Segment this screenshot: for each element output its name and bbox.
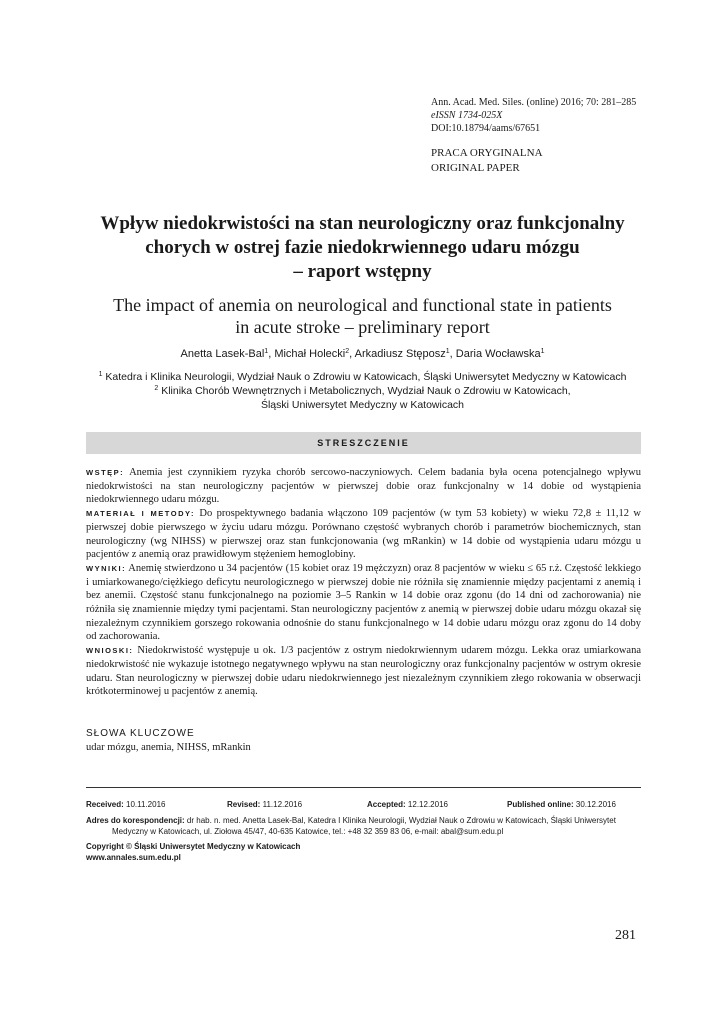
section-label: MATERIAŁ I METODY: xyxy=(86,509,195,519)
affiliations xyxy=(60,370,665,412)
keywords-heading: SŁOWA KLUCZOWE xyxy=(86,728,195,739)
author-name: Michał Holecki xyxy=(274,348,346,360)
abstract-section xyxy=(86,466,641,507)
divider xyxy=(86,787,641,788)
section-label: WYNIKI: xyxy=(86,563,127,573)
eissn: eISSN 1734-025X xyxy=(431,110,503,121)
date-label: Published online: xyxy=(507,800,574,809)
title-en-line: in acute stroke – preliminary report xyxy=(235,317,490,337)
author-list xyxy=(60,347,665,361)
author-sup: 1 xyxy=(264,348,269,355)
correspondence xyxy=(86,815,641,837)
title-pl-line: Wpływ niedokrwistości na stan neurologiczny oraz funkcjonalny xyxy=(100,213,625,234)
section-text: Anemię stwierdzono u 34 pacjentów (15 kobiet oraz 19 mężczyzn) oraz 8 pacjentów w wieku ≤ 65 r.ż. Częstość lekkiego i umiarkowanego/ciężkiego deficytu neurologicznego w pierwszej dobie nie różniła się znamiennie między pacjentami z anemią i bez anemii. Częstość stanu funkcjonalnego na poziomie 3–5 Rankin w 14 dobie oraz zgonu (do 14 dni od zachorowania) nie różniła się znamiennie między tymi pacjentami. Stan neurologiczny pacjentów z anemią w pierwszej dobie udaru mózgu okazał się niezależnym czynnikiem gorszego rokowania odnośnie do stanu funkcjonalnego w 14 dobie udaru mózgu oraz zgonu do 14 doby od zachorowania. xyxy=(86,562,642,643)
author-sep: , xyxy=(268,348,275,360)
copyright xyxy=(86,841,300,863)
date-label: Revised: xyxy=(227,800,261,809)
date-label: Accepted: xyxy=(367,800,406,809)
affiliation-2 xyxy=(60,384,665,398)
correspondence-label: Adres do korespondencji: xyxy=(86,816,185,825)
author-sep: , xyxy=(349,348,355,360)
doi: DOI:10.18794/aams/67651 xyxy=(431,123,541,134)
author-sup: 2 xyxy=(345,348,350,355)
section-text: Do prospektywnego badania włączono 109 pacjentów (w tym 53 kobiety) w wieku 72,8 ± 11,12 w pierwszej dobie pierwszego w życiu udaru mózgu. Porównano częstość wybranych chorób i parametrów biochemicznych, stan neurologiczny (wg NIHSS) w pierwszej oraz stan funkcjonowania (wg mRankin) w 14 dobie od wystąpienia udaru mózgu u pacjentów z anemią oraz prawidłowym stężeniem hemoglobiny. xyxy=(86,508,641,561)
accepted-date xyxy=(367,800,448,809)
title-english xyxy=(60,294,665,338)
journal-url: www.annales.sum.edu.pl xyxy=(86,853,181,862)
date-value: 30.12.2016 xyxy=(575,800,616,809)
title-en-line: The impact of anemia on neurological and functional state in patients xyxy=(113,295,612,315)
author-sup: 1 xyxy=(540,348,545,355)
abstract-section xyxy=(86,644,641,699)
abstract-section xyxy=(86,507,641,562)
paper-type xyxy=(431,146,543,176)
title-pl-line: – raport wstępny xyxy=(293,261,432,282)
abstract-section xyxy=(86,562,641,644)
author-sup: 1 xyxy=(445,348,450,355)
affiliation-text: Katedra i Klinika Neurologii, Wydział Nauk o Zdrowiu w Katowicach, Śląski Uniwersytet Medyczny w Katowicach xyxy=(105,371,627,383)
author-name: Anetta Lasek-Bal xyxy=(180,348,265,360)
correspondence-line-2: Medyczny w Katowicach, ul. Ziołowa 45/47, 40-635 Katowice, tel.: +48 32 359 83 06, e-mail: abal@sum.edu.pl xyxy=(112,827,504,836)
date-value: 10.11.2016 xyxy=(126,800,166,809)
abstract-body xyxy=(86,466,641,699)
page-number: 281 xyxy=(615,928,636,943)
paper-type-pl: PRACA ORYGINALNA xyxy=(431,147,543,159)
received-date xyxy=(86,800,165,809)
affiliation-sup: 1 xyxy=(98,371,103,378)
section-label: WNIOSKI: xyxy=(86,646,134,656)
copyright-line: Copyright © Śląski Uniwersytet Medyczny w Katowicach xyxy=(86,842,301,851)
abstract-heading: STRESZCZENIE xyxy=(86,432,641,454)
keywords-text: udar mózgu, anemia, NIHSS, mRankin xyxy=(86,742,251,753)
date-label: Received: xyxy=(86,800,124,809)
affiliation-sup: 2 xyxy=(154,385,159,392)
section-label: WSTĘP: xyxy=(86,468,125,477)
author-sep: , xyxy=(449,348,456,360)
revised-date xyxy=(227,800,302,809)
correspondence-text: dr hab. n. med. Anetta Lasek-Bal, Katedra I Klinika Neurologii, Wydział Nauk o Zdrowiu w Katowicach, Śląski Uniwersytet xyxy=(186,816,616,825)
author-name: Daria Wocławska xyxy=(455,348,541,360)
section-text: Anemia jest czynnikiem ryzyka chorób sercowo-naczyniowych. Celem badania była ocena potencjalnego wpływu niedokrwistości na stan neurologiczny pacjentów w pierwszej dobie oraz funkcjonalny w 14 dobie od wystąpienia niedokrwiennego udaru mózgu. xyxy=(86,467,641,506)
affiliation-1 xyxy=(60,370,665,384)
date-value: 12.12.2016 xyxy=(407,800,448,809)
title-polish xyxy=(60,212,665,284)
journal-citation: Ann. Acad. Med. Siles. (online) 2016; 70: 281–285 xyxy=(431,97,637,108)
affiliation-2-cont: Śląski Uniwersytet Medyczny w Katowicach xyxy=(260,399,465,411)
date-value: 11.12.2016 xyxy=(262,800,303,809)
author-name: Arkadiusz Stęposz xyxy=(354,348,446,360)
journal-meta xyxy=(431,96,711,135)
correspondence-line xyxy=(86,815,641,826)
paper-type-en: ORIGINAL PAPER xyxy=(431,162,520,174)
affiliation-text: Klinika Chorób Wewnętrznych i Metabolicznych, Wydział Nauk o Zdrowiu w Katowicach, xyxy=(161,385,571,397)
published-date xyxy=(507,800,616,809)
title-pl-line: chorych w ostrej fazie niedokrwiennego udaru mózgu xyxy=(145,237,580,258)
section-text: Niedokrwistość występuje u ok. 1/3 pacjentów z ostrym niedokrwiennym udarem mózgu. Lekka oraz umiarkowana niedokrwistość nie wykazuje istotnego negatywnego wpływu na stan neurologiczny oraz funkcjonalny pacjentów w ostrym okresie udaru. Stan neurologiczny w pierwszej dobie udaru niedokrwiennego jest niezależnym czynnikiem złego rokowania w obserwacji krótkoterminowej u pacjentów z anemią. xyxy=(86,645,641,698)
